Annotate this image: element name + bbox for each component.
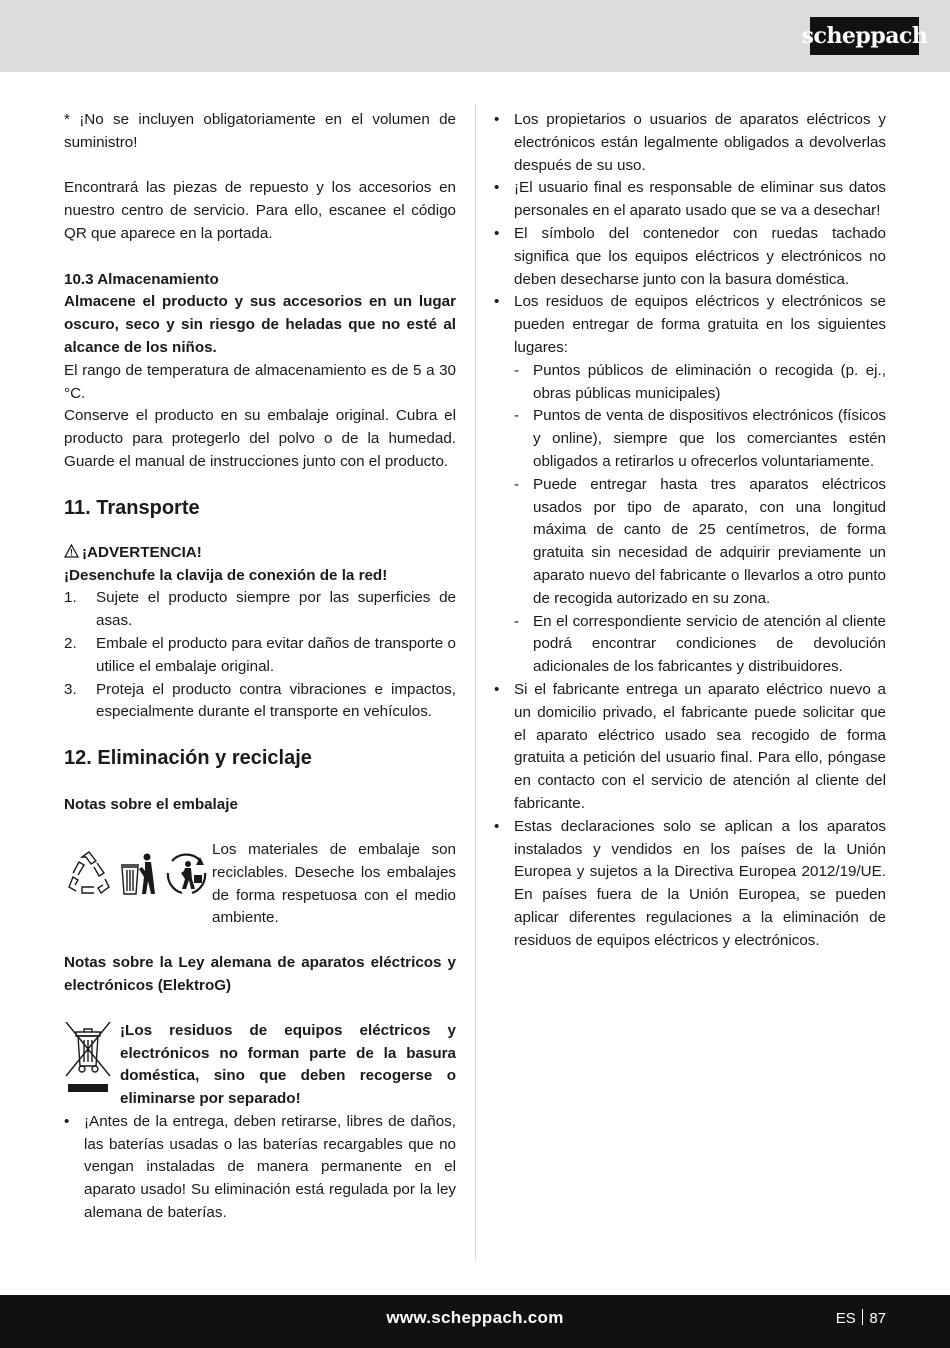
packaging-heading: Notas sobre el embalaje [64,796,238,814]
list-item [64,679,456,725]
list-item: - Puede entregar hasta tres aparatos eléctricos usados por tipo de aparato, con una longitud máxima de canto de 25 centímetros, de forma gratuita sin necesidad de adquirir previamente un aparato nuevo del fabricante o llevarlos a otro punto de recogida autorizado en su zona. [514,475,886,607]
page-indicator [836,1309,886,1327]
transport-heading: 11. Transporte [64,496,200,519]
step-text: Embale el producto para evitar daños de transporte o utilice el embalaje original. [96,634,456,675]
packaging-icons [64,839,212,909]
warning-title-label: ¡ADVERTENCIA! [82,543,202,561]
warning-icon [64,544,79,558]
collection-points-list [514,360,886,679]
list-item: - Puntos de venta de dispositivos electrónicos (físicos y online), siempre que los comerciantes estén obligados a retirarlos u ofrecerlos voluntariamente. [514,407,886,470]
bullet-text: ¡Antes de la entrega, deben retirarse, libres de daños, las baterías usadas o las baterías recargables que no vengan instaladas de manera permanente en el aparato usado! Su eliminación está regulada por la ley alemana de baterías. [84,1112,456,1222]
list-item: - En el correspondiente servicio de atención al cliente podrá encontrar condiciones de devolución adicionales de los fabricantes y distribuidores. [514,612,886,676]
dash-text: Puntos públicos de eliminación o recogida (p. ej., obras públicas municipales) [533,361,886,402]
right-column [494,109,886,952]
left-column [64,109,456,1225]
website-link[interactable]: www.scheppach.com [386,1308,564,1327]
bullet-text: El símbolo del contenedor con ruedas tachado significa que los equipos eléctricos y electrónicos no deben desecharse junto con la basura doméstica. [514,224,886,288]
weee-warning-text: ¡Los residuos de equipos eléctricos y electrónicos no forman parte de la basura doméstica, sino que deben recogerse o eliminarse por separado! [120,1021,456,1108]
packaging-block [64,839,456,930]
disposal-bullets [494,109,886,952]
list-item [64,633,456,679]
waste-bin-icon [117,849,159,899]
bullet-text: Los residuos de equipos eléctricos y electrónicos se pueden entregar de forma gratuita en los siguientes lugares: [514,293,886,356]
recycle-person-icon [162,849,212,899]
brand-logo: scheppach [810,17,919,55]
page-header [0,0,950,72]
list-item: • Si el fabricante entrega un aparato eléctrico nuevo a un domicilio privado, el fabricante puede solicitar que el aparato eléctrico usado sea recogido de forma gratuita a petición del usuario final. Para ello, póngase en contacto con el servicio de atención al cliente del fabricante. [494,680,886,812]
dash-text: Puede entregar hasta tres aparatos eléctricos usados por tipo de aparato, con una longitud máxima de canto de 25 centímetros, de forma gratuita sin necesidad de adquirir previamente un aparato nuevo del fabricante o llevarlos a otro punto de recogida autorizado en su zona. [533,475,886,607]
language-code: ES [835,1310,856,1327]
disposal-heading: 12. Eliminación y reciclaje [64,747,312,770]
column-divider [475,104,476,1259]
list-item: • El símbolo del contenedor con ruedas tachado significa que los equipos eléctricos y electrónicos no deben desecharse junto con la basura doméstica. [494,224,886,288]
warning-text: ¡Desenchufe la clavija de conexión de la red! [64,566,388,584]
recycling-icon [64,849,114,899]
list-item: • ¡Antes de la entrega, deben retirarse, libres de daños, las baterías usadas o las baterías recargables que no vengan instaladas de manera permanente en el aparato usado! Su eliminación está regulada por la ley alemana de baterías. [64,1112,456,1222]
list-item: • ¡El usuario final es responsable de eliminar sus datos personales en el aparato usado que se va a desechar! [494,179,886,220]
transport-steps [64,587,456,724]
list-item: • Los residuos de equipos eléctricos y electrónicos se pueden entregar de forma gratuita en los siguientes lugares: - Puntos públicos de eliminación o recogida (p. ej., obras públicas municipales) - Puntos de venta de dispositivos electrónicos (físicos y online), siempre que los comerciantes estén obligados a retirarlos u ofrecerlos voluntariamente. - Puede entregar hasta tres aparatos eléctricos usados por tipo de aparato, con una longitud máxima de canto de 25 centímetros, de forma gratuita sin necesidad de adquirir previamente un aparato nuevo del fabricante o llevarlos a otro punto de recogida autorizado en su zona. - En el correspondiente servicio de atención al cliente podrá encontrar condiciones de devolución adicionales de los fabricantes y distribuidores. [494,291,886,679]
crossed-bin-icon [64,1020,112,1096]
step-text: Proteja el producto contra vibraciones e impactos, especialmente durante el transporte en vehículos. [96,680,456,721]
list-item: • Los propietarios o usuarios de aparatos eléctricos y electrónicos están legalmente obligados a devolverlas después de su uso. [494,111,886,174]
bullet-text: Los propietarios o usuarios de aparatos eléctricos y electrónicos están legalmente obligados a devolverlas después de su uso. [514,111,886,174]
bullet-text: Estas declaraciones solo se aplican a los aparatos instalados y vendidos en los países de la Unión Europea y sujetos a la Directiva Europea 2012/19/UE. En países fuera de la Unión Europea, se pueden aplicar diferentes regulaciones a la eliminación de residuos de equipos eléctricos y electrónicos. [514,817,886,949]
bullet-text: ¡El usuario final es responsable de eliminar sus datos personales en el aparato usado que se va a desechar! [514,179,886,220]
dash-text: Puntos de venta de dispositivos electrónicos (físicos y online), siempre que los comerciantes estén obligados a retirarlos u ofrecerlos voluntariamente. [533,407,886,470]
storage-temperature-text: El rango de temperatura de almacenamiento es de 5 a 30 °C. [64,361,456,402]
battery-list [64,1111,456,1225]
storage-bold-text: Almacene el producto y sus accesorios en un lugar oscuro, seco y sin riesgo de heladas que no esté al alcance de los niños. [64,293,456,356]
step-text: Sujete el producto siempre por las superficies de asas. [96,589,456,630]
list-item [64,587,456,633]
list-item: - Puntos públicos de eliminación o recogida (p. ej., obras públicas municipales) [514,361,886,402]
step-number: 3. [64,680,77,698]
bullet-text: Si el fabricante entrega un aparato eléctrico nuevo a un domicilio privado, el fabricante puede solicitar que el aparato eléctrico usado sea recogido de forma gratuita a petición del usuario final. Para ello, póngase en contacto con el servicio de atención al cliente del fabricante. [514,680,886,812]
storage-keep-text: Conserve el producto en su embalaje original. Cubra el producto para protegerlo del polvo o de la humedad. Guarde el manual de instrucciones junto con el producto. [64,407,456,470]
scope-note: * ¡No se incluyen obligatoriamente en el volumen de suministro! [64,111,456,151]
elektrog-heading: Notas sobre la Ley alemana de aparatos eléctricos y electrónicos (ElektroG) [64,954,456,994]
weee-symbol [64,1020,120,1104]
storage-heading: 10.3 Almacenamiento [64,270,219,288]
dash-text: En el correspondiente servicio de atención al cliente podrá encontrar condiciones de devolución adicionales de los fabricantes y distribuidores. [533,612,886,676]
page-number: 87 [869,1310,886,1327]
step-number: 2. [64,634,77,652]
weee-block [64,1020,456,1111]
warning-title [64,542,456,565]
list-item: • Estas declaraciones solo se aplican a los aparatos instalados y vendidos en los países de la Unión Europea y sujetos a la Directiva Europea 2012/19/UE. En países fuera de la Unión Europea, se pueden aplicar diferentes regulaciones a la eliminación de residuos de equipos eléctricos y electrónicos. [494,817,886,949]
step-number: 1. [64,589,77,607]
page-footer [0,1295,950,1348]
spare-parts-text: Encontrará las piezas de repuesto y los accesorios en nuestro centro de servicio. Para ello, escanee el código QR que aparece en la portada. [64,179,456,242]
packaging-text: Los materiales de embalaje son reciclables. Deseche los embalajes de forma respetuosa con el medio ambiente. [212,840,456,927]
